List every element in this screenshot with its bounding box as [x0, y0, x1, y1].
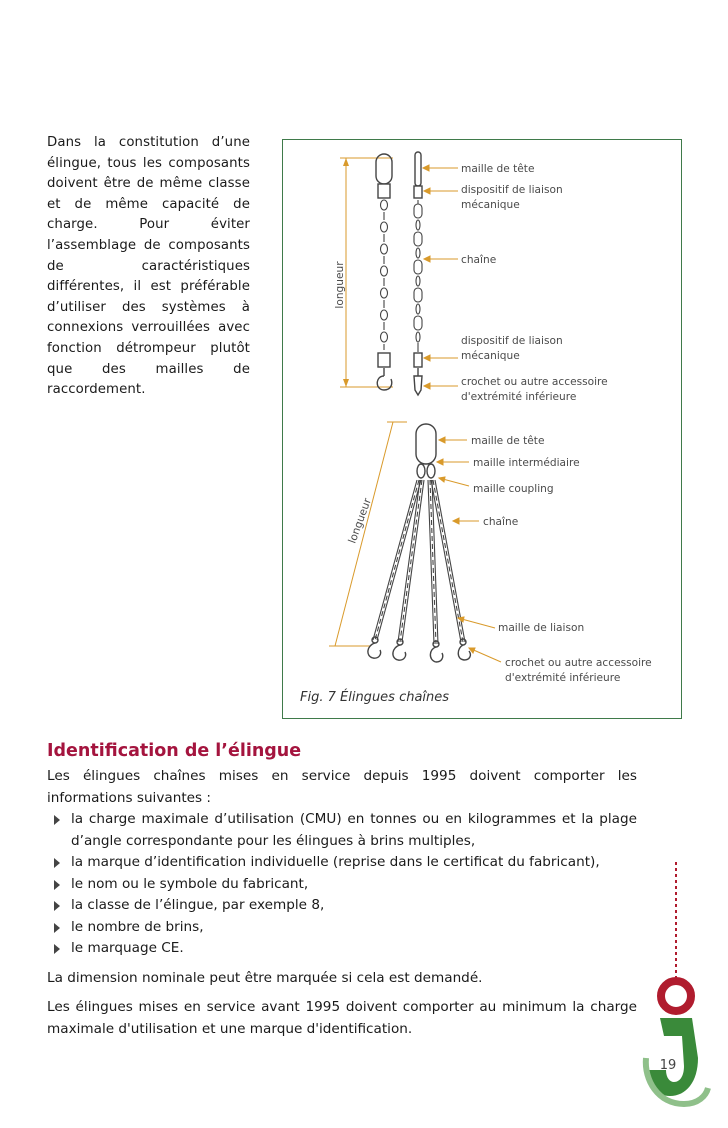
page-number: 19 [659, 1058, 677, 1073]
bottom-leader-lines [437, 437, 501, 662]
paragraph-nominal-dimension: La dimension nominale peut être marquée si cela est demandé. [47, 969, 483, 986]
lead-paragraph: Les élingues chaînes mises en service depuis 1995 doivent comporter les informations suivantes : [47, 768, 637, 806]
intro-paragraph: Dans la constitution d’une élingue, tous les composants doivent être de même classe et de même capacité de charge. Pour éviter l’assemblage de composants de caractéristiques différentes, il est préférable d’utiliser des systèmes à connexions verrouillées avec fonction détrompeur plutôt que des mailles de raccordement. [47, 135, 250, 398]
section-body [47, 766, 637, 1040]
list-item: le marquage CE. [47, 938, 637, 960]
top-leader-lines [423, 165, 458, 389]
bullet-arrow-icon [54, 944, 60, 954]
top-label-chaine: chaîne [461, 254, 497, 266]
bottom-label-maille-liaison: maille de liaison [498, 622, 585, 634]
list-item: le nombre de brins, [47, 917, 637, 939]
list-item: la classe de l’élingue, par exemple 8, [47, 895, 637, 917]
bottom-label-maille-coupling: maille coupling [473, 483, 554, 495]
top-label-maille-tete: maille de tête [461, 163, 535, 175]
top-label-crochet-b: d'extrémité inférieure [461, 391, 577, 403]
top-label-dispositif-2a: dispositif de liaison [461, 335, 563, 347]
chain-sling-diagram [283, 140, 683, 720]
bullet-arrow-icon [54, 858, 60, 868]
list-item: le nom ou le symbole du fabricant, [47, 874, 637, 896]
top-length-label: longueur [334, 261, 346, 309]
bullet-arrow-icon [54, 901, 60, 911]
top-chain-front [376, 154, 392, 390]
bottom-label-crochet-a: crochet ou autre accessoire [505, 657, 652, 669]
bottom-label-maille-tete: maille de tête [471, 435, 545, 447]
information-list [47, 809, 637, 960]
bottom-length-label: longueur [346, 496, 374, 546]
top-chain-side [414, 152, 422, 395]
top-label-dispositif-1a: dispositif de liaison [461, 184, 563, 196]
section-title: Identification de l’élingue [47, 741, 302, 761]
bullet-arrow-icon [54, 815, 60, 825]
paragraph-before-1995: Les élingues mises en service avant 1995 doivent comporter au minimum la charge maximale d'utilisation et une marque d'identification. [47, 999, 637, 1037]
figure-chain-slings [282, 139, 682, 719]
list-item: la marque d’identification individuelle (reprise dans le certificat du fabricant), [47, 852, 637, 874]
figure-caption: Fig. 7 Élingues chaînes [300, 690, 450, 705]
bottom-length-dimension [329, 422, 407, 646]
list-item: la charge maximale d’utilisation (CMU) en tonnes ou en kilogrammes et la plage d’angle correspondante pour les élingues à brins multiples, [47, 809, 637, 852]
bottom-label-crochet-b: d'extrémité inférieure [505, 672, 621, 684]
bullet-arrow-icon [54, 880, 60, 890]
top-label-dispositif-2b: mécanique [461, 350, 520, 362]
top-label-crochet-a: crochet ou autre accessoire [461, 376, 608, 388]
top-label-dispositif-1b: mécanique [461, 199, 520, 211]
bottom-label-maille-intermediaire: maille intermédiaire [473, 457, 580, 469]
bottom-label-chaine: chaîne [483, 516, 519, 528]
bullet-arrow-icon [54, 923, 60, 933]
